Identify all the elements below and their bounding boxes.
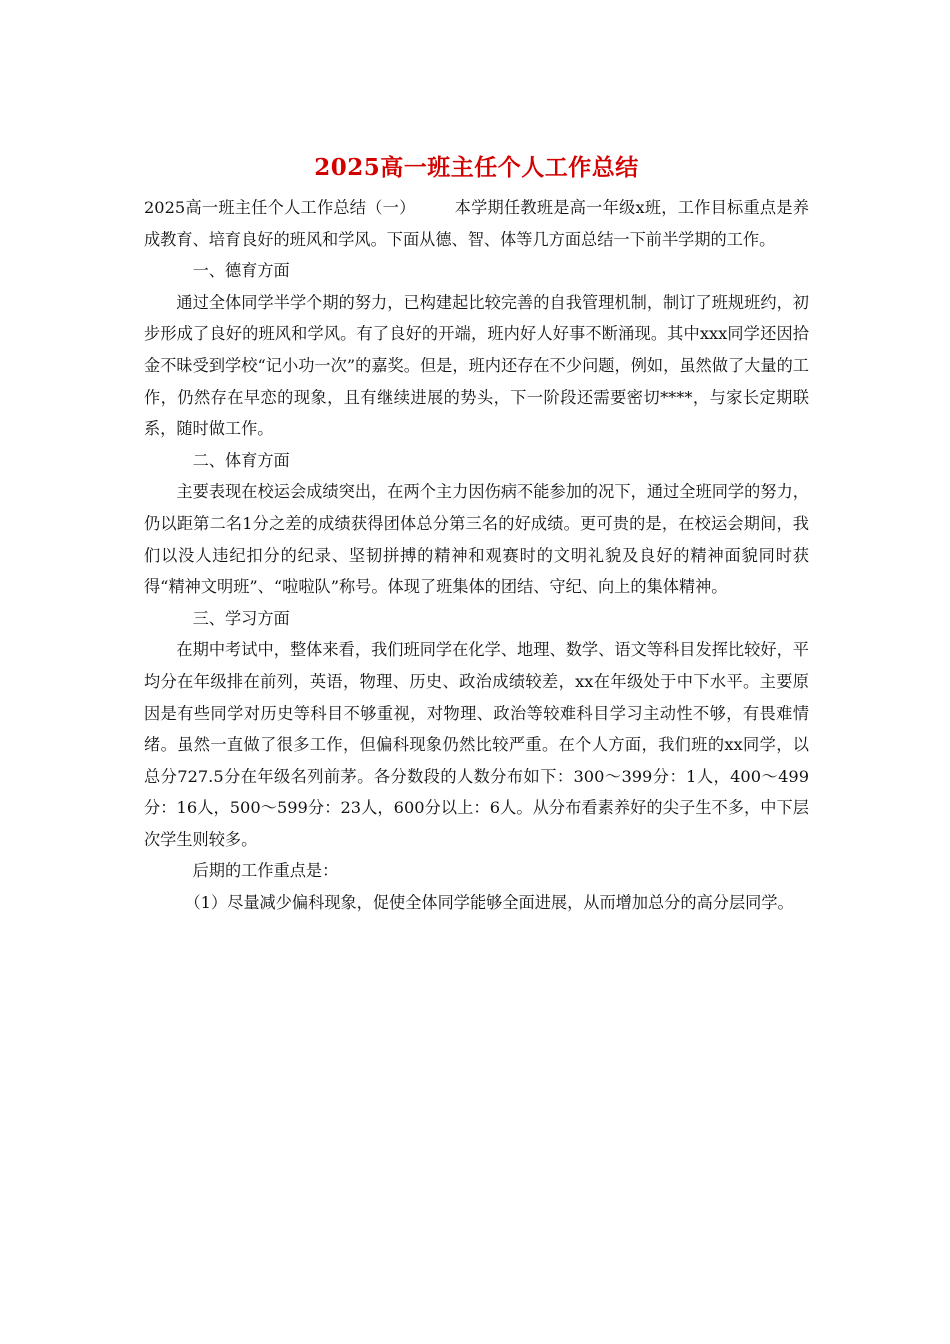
section-body-sports: 主要表现在校运会成绩突出，在两个主力因伤病不能参加的况下，通过全班同学的努力，仍以距第二名1分之差的成绩获得团体总分第三名的好成绩。更可贵的是，在校运会期间，我们以没人违纪扣分的纪录、坚韧拼搏的精神和观赛时的文明礼貌及良好的精神面貌同时获得“精神文明班”、“啦啦队”称号。体现了班集体的团结、守纪、向上的集体精神。 bbox=[144, 482, 809, 597]
section-heading-study: 三、学习方面 bbox=[192, 608, 290, 628]
section-heading-moral: 一、德育方面 bbox=[192, 261, 290, 281]
intro-paragraph bbox=[144, 192, 809, 255]
intro-lead: 2025高一班主任个人工作总结（一） bbox=[144, 198, 416, 217]
section-heading-sports: 二、体育方面 bbox=[192, 450, 290, 470]
intro-text: 本学期任教班是高一年级x班，工作目标重点是养成教育、培育良好的班风和学风。下面从德、智、体等几方面总结一下前半学期的工作。 bbox=[144, 198, 809, 249]
document-title: 2025高一班主任个人工作总结 bbox=[314, 154, 639, 181]
document-page bbox=[144, 148, 809, 919]
focus-item: （1）尽量减少偏科现象，促使全体同学能够全面进展，从而增加总分的高分层同学。 bbox=[184, 893, 794, 913]
focus-lead: 后期的工作重点是： bbox=[192, 861, 339, 881]
section-body-study: 在期中考试中，整体来看，我们班同学在化学、地理、数学、语文等科目发挥比较好，平均分在年级排在前列，英语，物理、历史、政治成绩较差，xx在年级处于中下水平。主要原因是有些同学对历史等科目不够重视，对物理、政治等较难科目学习主动性不够，有畏难情绪。虽然一直做了很多工作，但偏科现象仍然比较严重。在个人方面，我们班的xx同学，以总分727.5分在年级名列前茅。各分数段的人数分布如下：300～399分：1人，400～499分：16人，500～599分：23人，600分以上：6人。从分布看素养好的尖子生不多，中下层次学生则较多。 bbox=[144, 640, 809, 849]
section-body-moral: 通过全体同学半学个期的努力，已构建起比较完善的自我管理机制，制订了班规班约，初步形成了良好的班风和学风。有了良好的开端，班内好人好事不断涌现。其中xxx同学还因拾金不昧受到学校“记小功一次”的嘉奖。但是，班内还存在不少问题，例如，虽然做了大量的工作，仍然存在早恋的现象，且有继续进展的势头，下一阶段还需要密切****，与家长定期联系，随时做工作。 bbox=[144, 292, 809, 439]
